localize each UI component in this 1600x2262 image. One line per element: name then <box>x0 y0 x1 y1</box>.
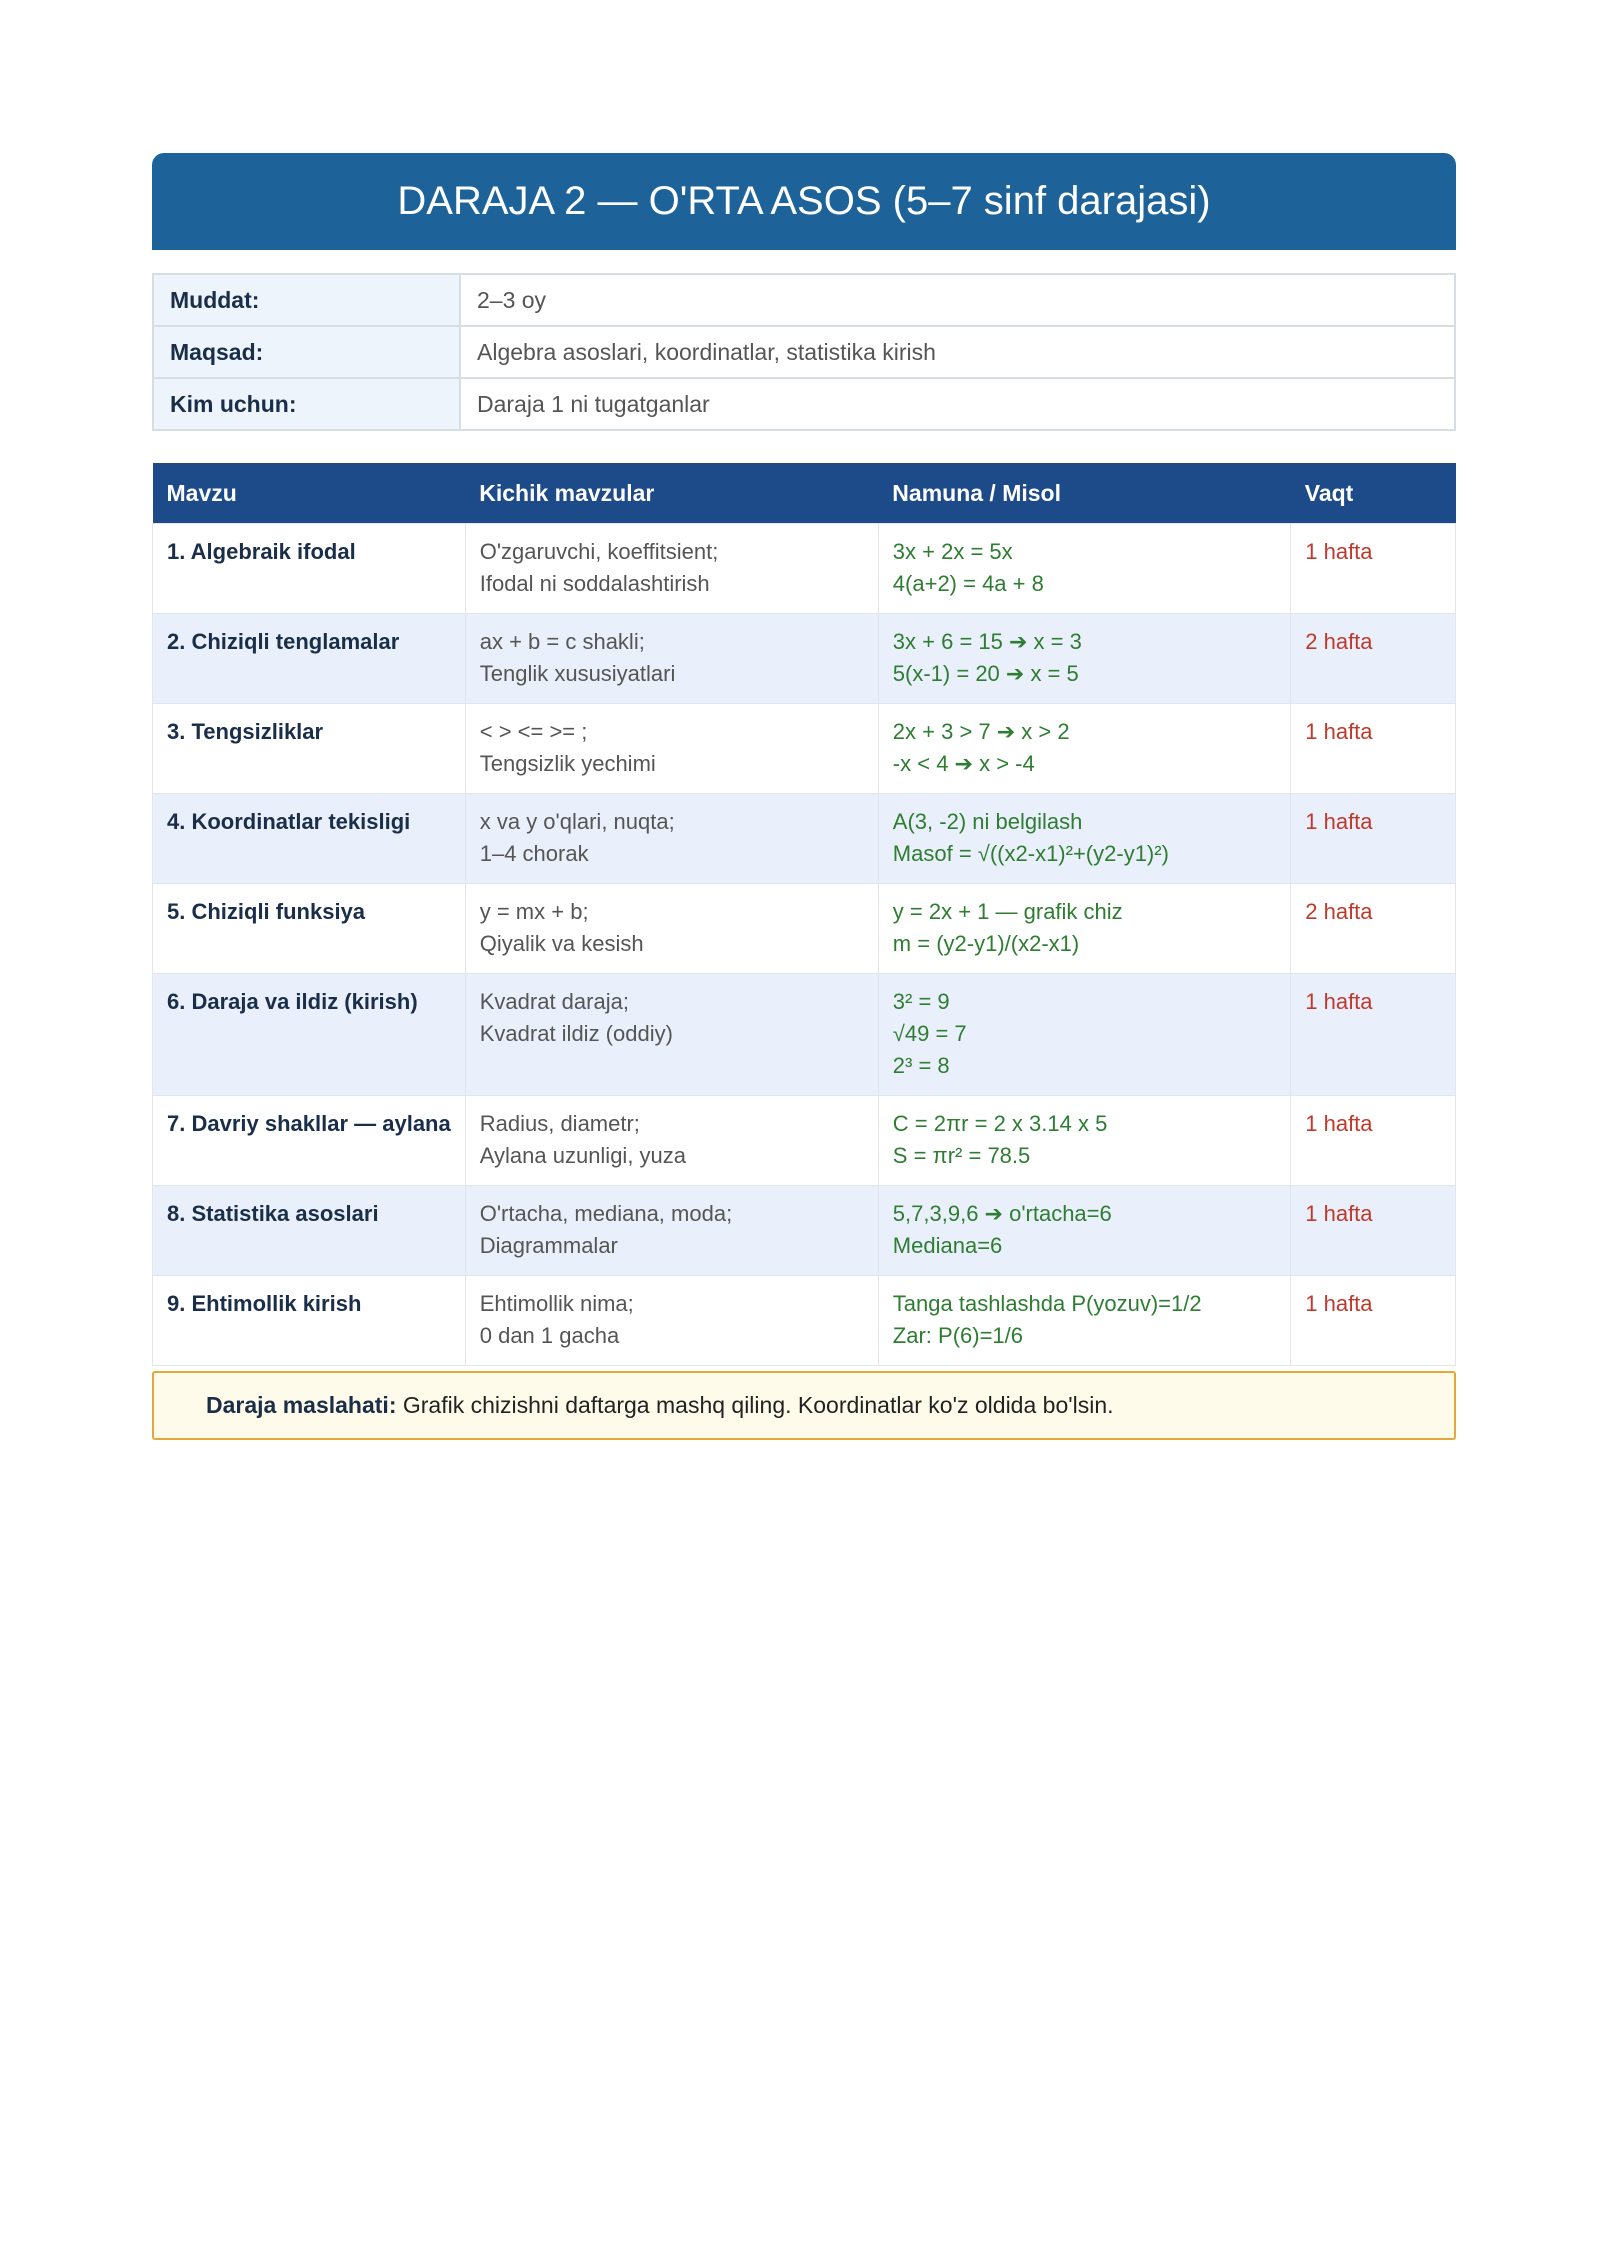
topic-cell: 6. Daraja va ildiz (kirish) <box>153 974 466 1096</box>
example-line: S = πr² = 78.5 <box>892 1143 1031 1168</box>
subtopic-line: ax + b = c shakli; <box>479 629 645 654</box>
example-line: Tanga tashlashda P(yozuv)=1/2 <box>892 1291 1202 1316</box>
subtopic-line: Tenglik xususiyatlari <box>479 661 676 686</box>
example-line: 5,7,3,9,6 ➔ o'rtacha=6 <box>892 1201 1112 1226</box>
subtopics-cell <box>465 1096 878 1186</box>
example-line: √49 = 7 <box>892 1021 967 1046</box>
info-label: Muddat: <box>153 274 460 326</box>
subtopics-cell <box>465 704 878 794</box>
subtopic-line: Ifodal ni soddalashtirish <box>479 571 710 596</box>
time-cell: 1 hafta <box>1291 704 1456 794</box>
info-value: Daraja 1 ni tugatganlar <box>460 378 1455 430</box>
table-row <box>153 704 1456 794</box>
example-line: 5(x-1) = 20 ➔ x = 5 <box>892 661 1079 686</box>
time-cell: 1 hafta <box>1291 1096 1456 1186</box>
subtopic-line: Diagrammalar <box>479 1233 618 1258</box>
example-line: 4(a+2) = 4a + 8 <box>892 571 1044 596</box>
topic-cell: 8. Statistika asoslari <box>153 1186 466 1276</box>
topic-cell: 4. Koordinatlar tekisligi <box>153 794 466 884</box>
example-line: C = 2πr = 2 x 3.14 x 5 <box>892 1111 1108 1136</box>
table-row <box>153 524 1456 614</box>
example-line: 3x + 6 = 15 ➔ x = 3 <box>892 629 1082 654</box>
table-row <box>153 974 1456 1096</box>
tip-label: Daraja maslahati: <box>206 1392 397 1418</box>
table-row <box>153 794 1456 884</box>
example-line: 3x + 2x = 5x <box>892 539 1013 564</box>
info-label: Kim uchun: <box>153 378 460 430</box>
info-row-audience <box>153 378 1455 430</box>
info-label: Maqsad: <box>153 326 460 378</box>
curriculum-table <box>152 463 1456 1366</box>
info-table <box>152 273 1456 431</box>
subtopic-line: < > <= >= ; <box>479 719 588 744</box>
table-header-row <box>153 463 1456 524</box>
example-cell <box>878 794 1290 884</box>
topic-cell: 9. Ehtimollik kirish <box>153 1276 466 1366</box>
page-title: DARAJA 2 — O'RTA ASOS (5–7 sinf darajasi) <box>152 153 1456 250</box>
example-line: m = (y2-y1)/(x2-x1) <box>892 931 1080 956</box>
example-line: y = 2x + 1 — grafik chiz <box>892 899 1123 924</box>
time-cell: 1 hafta <box>1291 1276 1456 1366</box>
topic-cell: 5. Chiziqli funksiya <box>153 884 466 974</box>
table-row <box>153 1186 1456 1276</box>
subtopic-line: O'zgaruvchi, koeffitsient; <box>479 539 719 564</box>
column-header-time: Vaqt <box>1291 463 1456 524</box>
example-line: A(3, -2) ni belgilash <box>892 809 1083 834</box>
info-value: 2–3 oy <box>460 274 1455 326</box>
table-row <box>153 614 1456 704</box>
subtopic-line: 0 dan 1 gacha <box>479 1323 620 1348</box>
subtopic-line: Kvadrat ildiz (oddiy) <box>479 1021 673 1046</box>
example-line: Mediana=6 <box>892 1233 1003 1258</box>
subtopic-line: Ehtimollik nima; <box>479 1291 634 1316</box>
subtopic-line: y = mx + b; <box>479 899 589 924</box>
topic-cell: 7. Davriy shakllar — aylana <box>153 1096 466 1186</box>
subtopic-line: Aylana uzunligi, yuza <box>479 1143 687 1168</box>
example-cell <box>878 884 1290 974</box>
subtopics-cell <box>465 614 878 704</box>
subtopics-cell <box>465 794 878 884</box>
info-value: Algebra asoslari, koordinatlar, statistika kirish <box>460 326 1455 378</box>
example-cell <box>878 524 1290 614</box>
example-cell <box>878 1186 1290 1276</box>
subtopics-cell <box>465 974 878 1096</box>
example-line: Masof = √((x2-x1)²+(y2-y1)²) <box>892 841 1169 866</box>
table-row <box>153 884 1456 974</box>
subtopic-line: Qiyalik va kesish <box>479 931 644 956</box>
subtopic-line: O'rtacha, mediana, moda; <box>479 1201 733 1226</box>
example-cell <box>878 614 1290 704</box>
example-line: -x < 4 ➔ x > -4 <box>892 751 1035 776</box>
example-cell <box>878 704 1290 794</box>
example-cell <box>878 974 1290 1096</box>
time-cell: 1 hafta <box>1291 524 1456 614</box>
time-cell: 2 hafta <box>1291 884 1456 974</box>
tip-box <box>152 1371 1456 1440</box>
time-cell: 1 hafta <box>1291 794 1456 884</box>
time-cell: 2 hafta <box>1291 614 1456 704</box>
example-cell <box>878 1096 1290 1186</box>
subtopic-line: Tengsizlik yechimi <box>479 751 656 776</box>
example-cell <box>878 1276 1290 1366</box>
subtopics-cell <box>465 524 878 614</box>
time-cell: 1 hafta <box>1291 1186 1456 1276</box>
example-line: 2x + 3 > 7 ➔ x > 2 <box>892 719 1070 744</box>
subtopics-cell <box>465 1276 878 1366</box>
example-line: 3² = 9 <box>892 989 950 1014</box>
example-line: 2³ = 8 <box>892 1053 950 1078</box>
subtopic-line: Radius, diametr; <box>479 1111 640 1136</box>
info-row-duration <box>153 274 1455 326</box>
subtopics-cell <box>465 884 878 974</box>
topic-cell: 2. Chiziqli tenglamalar <box>153 614 466 704</box>
column-header-subtopics: Kichik mavzular <box>465 463 878 524</box>
example-line: Zar: P(6)=1/6 <box>892 1323 1024 1348</box>
subtopic-line: x va y o'qlari, nuqta; <box>479 809 675 834</box>
subtopic-line: Kvadrat daraja; <box>479 989 629 1014</box>
tip-text: Grafik chizishni daftarga mashq qiling. Koordinatlar ko'z oldida bo'lsin. <box>396 1392 1114 1418</box>
table-row <box>153 1096 1456 1186</box>
column-header-topic: Mavzu <box>153 463 466 524</box>
subtopics-cell <box>465 1186 878 1276</box>
time-cell: 1 hafta <box>1291 974 1456 1096</box>
topic-cell: 1. Algebraik ifodal <box>153 524 466 614</box>
subtopic-line: 1–4 chorak <box>479 841 589 866</box>
column-header-example: Namuna / Misol <box>878 463 1290 524</box>
info-row-goal <box>153 326 1455 378</box>
table-row <box>153 1276 1456 1366</box>
topic-cell: 3. Tengsizliklar <box>153 704 466 794</box>
